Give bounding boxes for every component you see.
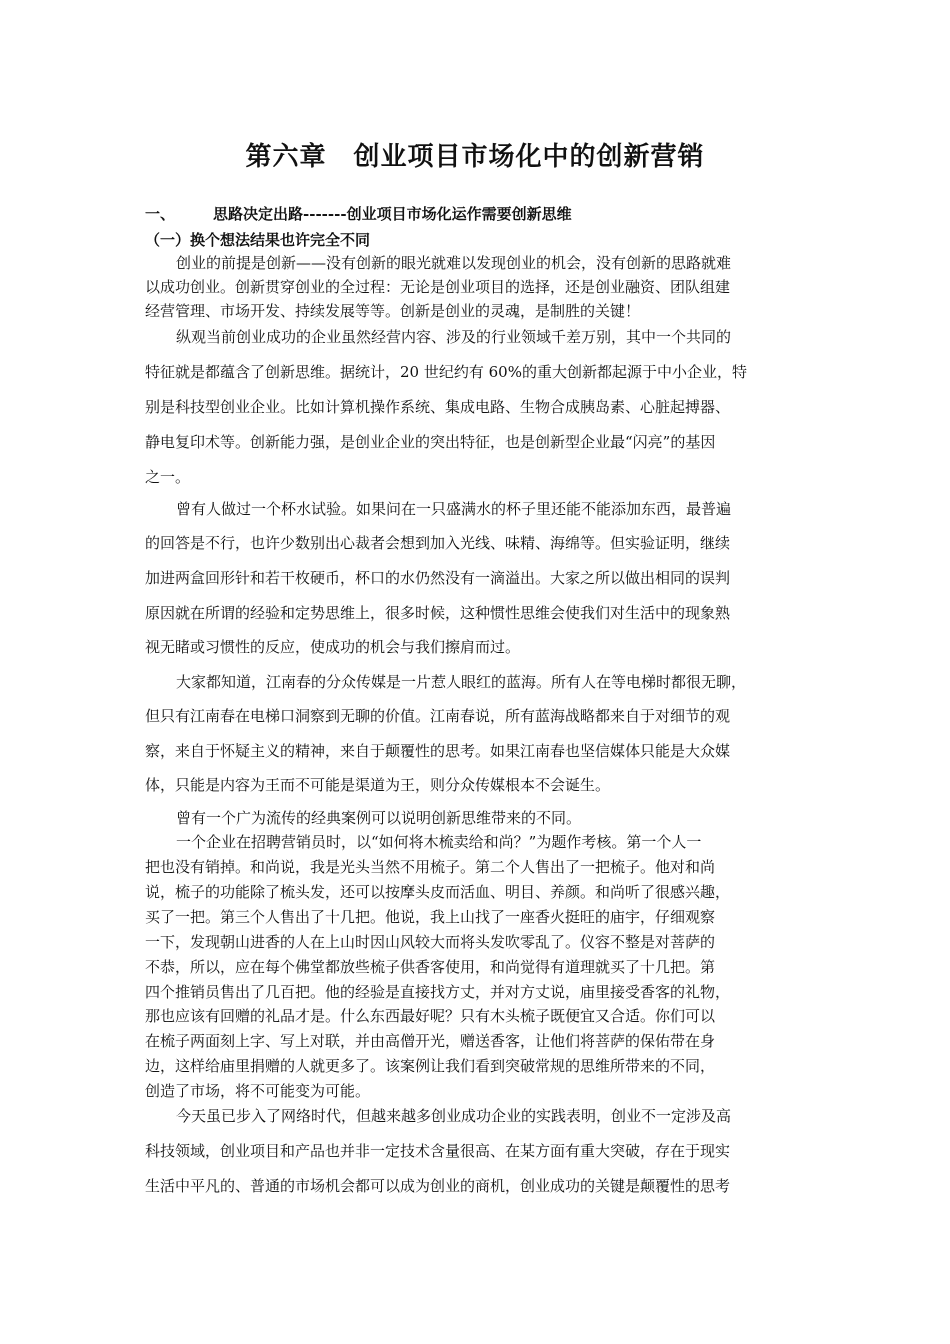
body-line: 一个企业在招聘营销员时，以“如何将木梳卖给和尚？”为题作考核。第一个人一 [176,833,702,851]
body-line: 创造了市场，将不可能变为可能。 [145,1082,371,1100]
body-line: 静电复印术等。创新能力强，是创业企业的突出特征，也是创新型企业最“闪亮”的基因 [145,433,716,451]
body-line: 今天虽已步入了网络时代，但越来越多创业成功企业的实践表明，创业不一定涉及高 [176,1107,732,1125]
subsection-heading: （一）换个想法结果也许完全不同 [145,231,371,249]
section-title: 思路决定出路-------创业项目市场化运作需要创新思维 [213,205,572,223]
body-line: 加进两盒回形针和若干枚硬币，杯口的水仍然没有一滴溢出。大家之所以做出相同的误判 [145,569,731,587]
body-line: 原因就在所谓的经验和定势思维上，很多时候，这种惯性思维会使我们对生活中的现象熟 [145,604,731,622]
body-line: 经营管理、市场开发、持续发展等等。创新是创业的灵魂，是制胜的关键！ [145,302,641,320]
body-line: 那也应该有回赠的礼品才是。什么东西最好呢？只有木头梳子既便宜又合适。你们可以 [145,1007,716,1025]
body-line: 大家都知道，江南春的分众传媒是一片惹人眼红的蓝海。所有人在等电梯时都很无聊， [176,673,747,691]
body-line: 说，梳子的功能除了梳头发，还可以按摩头皮而活血、明目、养颜。和尚听了很感兴趣， [145,883,731,901]
body-line: 但只有江南春在电梯口洞察到无聊的价值。江南春说，所有蓝海战略都来自于对细节的观 [145,707,731,725]
body-line: 生活中平凡的、普通的市场机会都可以成为创业的商机，创业成功的关键是颠覆性的思考 [145,1177,731,1195]
body-line: 曾有人做过一个杯水试验。如果问在一只盛满水的杯子里还能不能添加东西，最普遍 [176,500,732,518]
body-line: 特征就是都蕴含了创新思维。据统计，20 世纪约有 60%的重大创新都起源于中小企业，特 [145,363,747,381]
body-line: 之一。 [145,468,191,486]
body-line: 把也没有销掉。和尚说，我是光头当然不用梳子。第二个人售出了一把梳子。他对和尚 [145,858,716,876]
body-line: 以成功创业。创新贯穿创业的全过程：无论是创业项目的选择，还是创业融资、团队组建 [145,278,731,296]
body-line: 体，只能是内容为王而不可能是渠道为王，则分众传媒根本不会诞生。 [145,776,611,794]
body-line: 纵观当前创业成功的企业虽然经营内容、涉及的行业领域千差万别，其中一个共同的 [176,328,732,346]
body-line: 一下，发现朝山进香的人在上山时因山风较大而将头发吹零乱了。仪容不整是对菩萨的 [145,933,716,951]
body-line: 边，这样给庙里捐赠的人就更多了。该案例让我们看到突破常规的思维所带来的不同， [145,1057,716,1075]
section-number: 一、 [145,205,176,223]
body-line: 曾有一个广为流传的经典案例可以说明创新思维带来的不同。 [176,809,582,827]
body-line: 不恭，所以，应在每个佛堂都放些梳子供香客使用，和尚觉得有道理就买了十几把。第 [145,958,716,976]
body-line: 别是科技型创业企业。比如计算机操作系统、集成电路、生物合成胰岛素、心脏起搏器、 [145,398,731,416]
section-heading [145,203,572,224]
chapter-title: 第六章 创业项目市场化中的创新营销 [245,142,705,172]
body-line: 察，来自于怀疑主义的精神，来自于颠覆性的思考。如果江南春也坚信媒体只能是大众媒 [145,742,731,760]
body-line: 在梳子两面刻上字、写上对联，并由高僧开光，赠送香客，让他们将菩萨的保佑带在身 [145,1032,716,1050]
body-line: 四个推销员售出了几百把。他的经验是直接找方丈，并对方丈说，庙里接受香客的礼物， [145,983,731,1001]
body-line: 科技领域，创业项目和产品也并非一定技术含量很高、在某方面有重大突破，存在于现实 [145,1142,731,1160]
body-line: 的回答是不行，也许少数别出心裁者会想到加入光线、味精、海绵等。但实验证明，继续 [145,534,731,552]
body-line: 买了一把。第三个人售出了十几把。他说，我上山找了一座香火挺旺的庙宇，仔细观察 [145,908,716,926]
body-line: 视无睹或习惯性的反应，使成功的机会与我们擦肩而过。 [145,638,521,656]
body-line: 创业的前提是创新——没有创新的眼光就难以发现创业的机会，没有创新的思路就难 [176,254,732,272]
